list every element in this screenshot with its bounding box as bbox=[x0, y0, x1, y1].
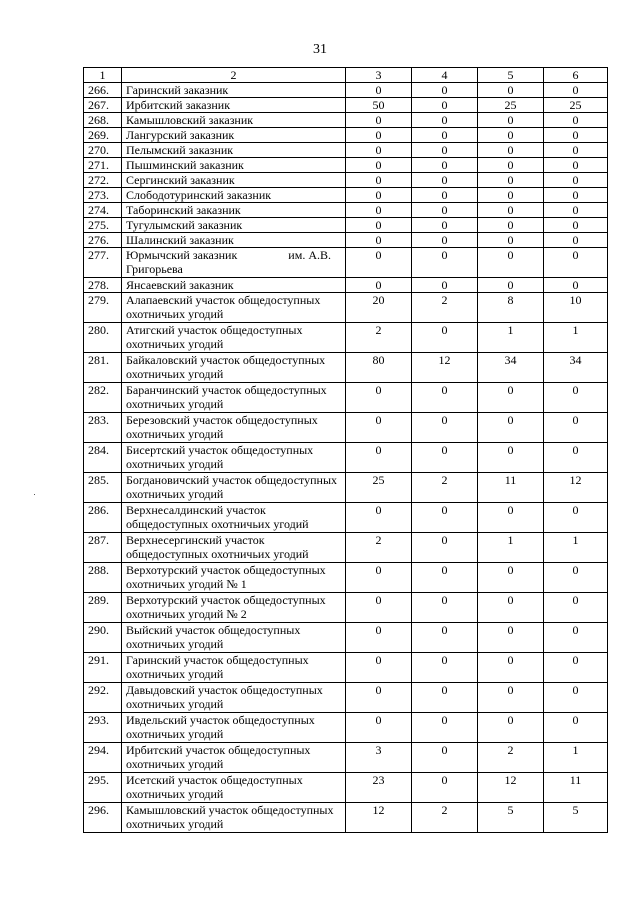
row-number-cell: 275. bbox=[84, 218, 122, 233]
row-col3-cell: 0 bbox=[346, 413, 412, 443]
row-number-cell: 274. bbox=[84, 203, 122, 218]
row-number-cell: 293. bbox=[84, 713, 122, 743]
row-number-cell: 292. bbox=[84, 683, 122, 713]
row-col4-cell: 0 bbox=[412, 593, 478, 623]
row-col3-cell: 0 bbox=[346, 278, 412, 293]
table-row bbox=[84, 113, 608, 128]
row-number-cell: 271. bbox=[84, 158, 122, 173]
table-row bbox=[84, 293, 608, 323]
row-col3-cell: 23 bbox=[346, 773, 412, 803]
row-col3-cell: 0 bbox=[346, 83, 412, 98]
row-col5-cell: 0 bbox=[478, 443, 544, 473]
row-col4-cell: 2 bbox=[412, 473, 478, 503]
table-row bbox=[84, 83, 608, 98]
row-col4-cell: 0 bbox=[412, 533, 478, 563]
row-col5-cell: 0 bbox=[478, 83, 544, 98]
row-col6-cell: 0 bbox=[544, 503, 608, 533]
table-row bbox=[84, 353, 608, 383]
row-col5-cell: 0 bbox=[478, 653, 544, 683]
row-number-cell: 277. bbox=[84, 248, 122, 278]
row-col6-cell: 0 bbox=[544, 278, 608, 293]
row-number-cell: 290. bbox=[84, 623, 122, 653]
row-number-cell: 278. bbox=[84, 278, 122, 293]
table-row bbox=[84, 248, 608, 278]
row-number-cell: 266. bbox=[84, 83, 122, 98]
row-col4-cell: 0 bbox=[412, 653, 478, 683]
row-col5-cell: 0 bbox=[478, 233, 544, 248]
row-number-cell: 280. bbox=[84, 323, 122, 353]
table-row bbox=[84, 803, 608, 833]
row-col3-cell: 12 bbox=[346, 803, 412, 833]
row-col3-cell: 0 bbox=[346, 188, 412, 203]
row-col6-cell: 25 bbox=[544, 98, 608, 113]
row-number-cell: 286. bbox=[84, 503, 122, 533]
row-col5-cell: 0 bbox=[478, 113, 544, 128]
row-col3-cell: 25 bbox=[346, 473, 412, 503]
row-col5-cell: 0 bbox=[478, 158, 544, 173]
row-name-cell: Гаринский заказник bbox=[122, 83, 346, 98]
row-name-cell: Давыдовский участок общедоступных охотничьих угодий bbox=[122, 683, 346, 713]
row-col3-cell: 50 bbox=[346, 98, 412, 113]
row-name-cell: Ивдельский участок общедоступных охотничьих угодий bbox=[122, 713, 346, 743]
row-number-cell: 273. bbox=[84, 188, 122, 203]
row-col3-cell: 0 bbox=[346, 233, 412, 248]
column-header-1: 1 bbox=[84, 68, 122, 83]
row-col5-cell: 0 bbox=[478, 143, 544, 158]
row-col4-cell: 0 bbox=[412, 203, 478, 218]
row-col3-cell: 2 bbox=[346, 323, 412, 353]
row-name-cell: Атигский участок общедоступных охотничьих угодий bbox=[122, 323, 346, 353]
row-col6-cell: 1 bbox=[544, 533, 608, 563]
table-row bbox=[84, 218, 608, 233]
row-col6-cell: 0 bbox=[544, 143, 608, 158]
column-header-6: 6 bbox=[544, 68, 608, 83]
row-number-cell: 282. bbox=[84, 383, 122, 413]
row-col3-cell: 0 bbox=[346, 563, 412, 593]
row-col5-cell: 11 bbox=[478, 473, 544, 503]
row-col6-cell: 0 bbox=[544, 128, 608, 143]
row-name-cell: Верхнесергинский участок общедоступных охотничьих угодий bbox=[122, 533, 346, 563]
row-col5-cell: 1 bbox=[478, 323, 544, 353]
row-name-cell: Лангурский заказник bbox=[122, 128, 346, 143]
row-col5-cell: 25 bbox=[478, 98, 544, 113]
row-col6-cell: 0 bbox=[544, 158, 608, 173]
scan-speck bbox=[34, 494, 35, 495]
row-col3-cell: 0 bbox=[346, 203, 412, 218]
row-name-cell: Ирбитский участок общедоступных охотничьих угодий bbox=[122, 743, 346, 773]
row-col4-cell: 0 bbox=[412, 128, 478, 143]
row-number-cell: 279. bbox=[84, 293, 122, 323]
row-col5-cell: 0 bbox=[478, 413, 544, 443]
row-col4-cell: 0 bbox=[412, 248, 478, 278]
table-row bbox=[84, 563, 608, 593]
row-col6-cell: 0 bbox=[544, 413, 608, 443]
row-col6-cell: 0 bbox=[544, 383, 608, 413]
row-col6-cell: 12 bbox=[544, 473, 608, 503]
row-number-cell: 296. bbox=[84, 803, 122, 833]
row-col4-cell: 0 bbox=[412, 623, 478, 653]
row-number-cell: 288. bbox=[84, 563, 122, 593]
hunting-grounds-table bbox=[83, 67, 608, 833]
row-col4-cell: 0 bbox=[412, 773, 478, 803]
column-header-3: 3 bbox=[346, 68, 412, 83]
table-body bbox=[84, 83, 608, 833]
row-col6-cell: 0 bbox=[544, 623, 608, 653]
row-col6-cell: 0 bbox=[544, 188, 608, 203]
row-number-cell: 287. bbox=[84, 533, 122, 563]
table-row bbox=[84, 143, 608, 158]
page-number: 31 bbox=[313, 42, 327, 57]
row-col4-cell: 0 bbox=[412, 173, 478, 188]
table-row bbox=[84, 413, 608, 443]
row-col3-cell: 0 bbox=[346, 683, 412, 713]
row-col5-cell: 0 bbox=[478, 683, 544, 713]
row-col4-cell: 0 bbox=[412, 218, 478, 233]
row-col4-cell: 0 bbox=[412, 83, 478, 98]
table-row bbox=[84, 503, 608, 533]
row-col4-cell: 0 bbox=[412, 503, 478, 533]
row-name-cell: Баранчинский участок общедоступных охотничьих угодий bbox=[122, 383, 346, 413]
row-col5-cell: 0 bbox=[478, 188, 544, 203]
row-col5-cell: 0 bbox=[478, 593, 544, 623]
row-col5-cell: 8 bbox=[478, 293, 544, 323]
row-name-cell: Янсаевский заказник bbox=[122, 278, 346, 293]
row-col3-cell: 0 bbox=[346, 713, 412, 743]
row-name-cell: Бисертский участок общедоступных охотничьих угодий bbox=[122, 443, 346, 473]
row-number-cell: 268. bbox=[84, 113, 122, 128]
row-number-cell: 269. bbox=[84, 128, 122, 143]
row-col6-cell: 0 bbox=[544, 218, 608, 233]
row-col3-cell: 0 bbox=[346, 113, 412, 128]
row-number-cell: 283. bbox=[84, 413, 122, 443]
row-number-cell: 285. bbox=[84, 473, 122, 503]
row-col4-cell: 12 bbox=[412, 353, 478, 383]
table-row bbox=[84, 743, 608, 773]
row-col5-cell: 0 bbox=[478, 383, 544, 413]
row-col4-cell: 2 bbox=[412, 803, 478, 833]
row-number-cell: 276. bbox=[84, 233, 122, 248]
table-row bbox=[84, 98, 608, 113]
row-col4-cell: 0 bbox=[412, 713, 478, 743]
row-col6-cell: 0 bbox=[544, 173, 608, 188]
row-col3-cell: 0 bbox=[346, 128, 412, 143]
row-number-cell: 284. bbox=[84, 443, 122, 473]
row-col4-cell: 0 bbox=[412, 383, 478, 413]
table-row bbox=[84, 203, 608, 218]
row-name-cell: Тугулымский заказник bbox=[122, 218, 346, 233]
row-col3-cell: 0 bbox=[346, 653, 412, 683]
row-name-cell: Выйский участок общедоступных охотничьих угодий bbox=[122, 623, 346, 653]
table-row bbox=[84, 188, 608, 203]
row-col6-cell: 0 bbox=[544, 713, 608, 743]
row-name-cell: Камышловский заказник bbox=[122, 113, 346, 128]
row-col4-cell: 0 bbox=[412, 683, 478, 713]
row-col5-cell: 0 bbox=[478, 623, 544, 653]
row-name-cell: Камышловский участок общедоступных охотничьих угодий bbox=[122, 803, 346, 833]
row-col5-cell: 5 bbox=[478, 803, 544, 833]
row-col5-cell: 0 bbox=[478, 203, 544, 218]
table-row bbox=[84, 533, 608, 563]
row-col6-cell: 11 bbox=[544, 773, 608, 803]
table-row bbox=[84, 653, 608, 683]
table-row bbox=[84, 773, 608, 803]
row-col5-cell: 34 bbox=[478, 353, 544, 383]
column-header-5: 5 bbox=[478, 68, 544, 83]
row-col3-cell: 0 bbox=[346, 143, 412, 158]
table-row bbox=[84, 473, 608, 503]
table-row bbox=[84, 233, 608, 248]
row-number-cell: 289. bbox=[84, 593, 122, 623]
row-col5-cell: 0 bbox=[478, 563, 544, 593]
row-col6-cell: 5 bbox=[544, 803, 608, 833]
row-number-cell: 294. bbox=[84, 743, 122, 773]
row-number-cell: 295. bbox=[84, 773, 122, 803]
row-col3-cell: 20 bbox=[346, 293, 412, 323]
row-col4-cell: 0 bbox=[412, 413, 478, 443]
row-name-cell: Богдановичский участок общедоступных охотничьих угодий bbox=[122, 473, 346, 503]
row-number-cell: 272. bbox=[84, 173, 122, 188]
row-col6-cell: 0 bbox=[544, 248, 608, 278]
row-name-cell: Пелымский заказник bbox=[122, 143, 346, 158]
row-col3-cell: 0 bbox=[346, 443, 412, 473]
column-header-4: 4 bbox=[412, 68, 478, 83]
row-col6-cell: 0 bbox=[544, 113, 608, 128]
row-col4-cell: 0 bbox=[412, 233, 478, 248]
row-name-cell: Верхнесалдинский участок общедоступных охотничьих угодий bbox=[122, 503, 346, 533]
row-col3-cell: 2 bbox=[346, 533, 412, 563]
table-row bbox=[84, 593, 608, 623]
row-name-cell: Исетский участок общедоступных охотничьих угодий bbox=[122, 773, 346, 803]
column-header-2: 2 bbox=[122, 68, 346, 83]
row-col4-cell: 0 bbox=[412, 563, 478, 593]
row-col4-cell: 0 bbox=[412, 323, 478, 353]
table-row bbox=[84, 443, 608, 473]
row-col3-cell: 0 bbox=[346, 158, 412, 173]
row-col4-cell: 0 bbox=[412, 158, 478, 173]
row-col3-cell: 0 bbox=[346, 218, 412, 233]
row-number-cell: 291. bbox=[84, 653, 122, 683]
row-col3-cell: 0 bbox=[346, 248, 412, 278]
row-col3-cell: 0 bbox=[346, 593, 412, 623]
row-col5-cell: 0 bbox=[478, 218, 544, 233]
row-name-cell: Березовский участок общедоступных охотничьих угодий bbox=[122, 413, 346, 443]
table-row bbox=[84, 173, 608, 188]
row-col6-cell: 0 bbox=[544, 653, 608, 683]
row-col6-cell: 0 bbox=[544, 233, 608, 248]
row-col4-cell: 0 bbox=[412, 188, 478, 203]
row-name-cell: Ирбитский заказник bbox=[122, 98, 346, 113]
row-col5-cell: 0 bbox=[478, 173, 544, 188]
row-name-cell: Слободотуринский заказник bbox=[122, 188, 346, 203]
row-number-cell: 281. bbox=[84, 353, 122, 383]
row-col3-cell: 0 bbox=[346, 623, 412, 653]
row-col3-cell: 0 bbox=[346, 173, 412, 188]
table-row bbox=[84, 383, 608, 413]
row-col6-cell: 34 bbox=[544, 353, 608, 383]
row-col6-cell: 1 bbox=[544, 323, 608, 353]
table-row bbox=[84, 128, 608, 143]
table-row bbox=[84, 323, 608, 353]
row-number-cell: 270. bbox=[84, 143, 122, 158]
row-col6-cell: 10 bbox=[544, 293, 608, 323]
row-name-cell: Сергинский заказник bbox=[122, 173, 346, 188]
row-col5-cell: 2 bbox=[478, 743, 544, 773]
row-col4-cell: 0 bbox=[412, 743, 478, 773]
row-col5-cell: 0 bbox=[478, 278, 544, 293]
row-col5-cell: 0 bbox=[478, 248, 544, 278]
row-name-cell: Верхотурский участок общедоступных охотничьих угодий № 2 bbox=[122, 593, 346, 623]
table-header-row bbox=[84, 68, 608, 83]
row-number-cell: 267. bbox=[84, 98, 122, 113]
row-name-cell: Алапаевский участок общедоступных охотничьих угодий bbox=[122, 293, 346, 323]
table-row bbox=[84, 623, 608, 653]
table-row bbox=[84, 158, 608, 173]
row-name-cell: Таборинский заказник bbox=[122, 203, 346, 218]
row-col4-cell: 2 bbox=[412, 293, 478, 323]
table-row bbox=[84, 278, 608, 293]
row-col3-cell: 80 bbox=[346, 353, 412, 383]
row-col6-cell: 1 bbox=[544, 743, 608, 773]
row-col3-cell: 0 bbox=[346, 383, 412, 413]
row-col5-cell: 0 bbox=[478, 503, 544, 533]
row-name-cell: Шалинский заказник bbox=[122, 233, 346, 248]
row-col4-cell: 0 bbox=[412, 443, 478, 473]
row-col6-cell: 0 bbox=[544, 83, 608, 98]
row-col5-cell: 1 bbox=[478, 533, 544, 563]
row-col3-cell: 3 bbox=[346, 743, 412, 773]
row-name-cell: Верхотурский участок общедоступных охотничьих угодий № 1 bbox=[122, 563, 346, 593]
row-name-cell: Байкаловский участок общедоступных охотничьих угодий bbox=[122, 353, 346, 383]
row-col5-cell: 12 bbox=[478, 773, 544, 803]
row-col6-cell: 0 bbox=[544, 563, 608, 593]
row-col5-cell: 0 bbox=[478, 128, 544, 143]
row-col3-cell: 0 bbox=[346, 503, 412, 533]
row-name-cell: Пышминский заказник bbox=[122, 158, 346, 173]
row-col6-cell: 0 bbox=[544, 203, 608, 218]
row-col4-cell: 0 bbox=[412, 278, 478, 293]
row-col6-cell: 0 bbox=[544, 593, 608, 623]
row-col5-cell: 0 bbox=[478, 713, 544, 743]
row-col6-cell: 0 bbox=[544, 443, 608, 473]
table-row bbox=[84, 683, 608, 713]
row-name-cell: Гаринский участок общедоступных охотничьих угодий bbox=[122, 653, 346, 683]
row-col4-cell: 0 bbox=[412, 143, 478, 158]
row-col4-cell: 0 bbox=[412, 113, 478, 128]
table-row bbox=[84, 713, 608, 743]
row-name-cell: Юрмычский заказник им. А.В. Григорьева bbox=[122, 248, 346, 278]
row-col4-cell: 0 bbox=[412, 98, 478, 113]
row-col6-cell: 0 bbox=[544, 683, 608, 713]
